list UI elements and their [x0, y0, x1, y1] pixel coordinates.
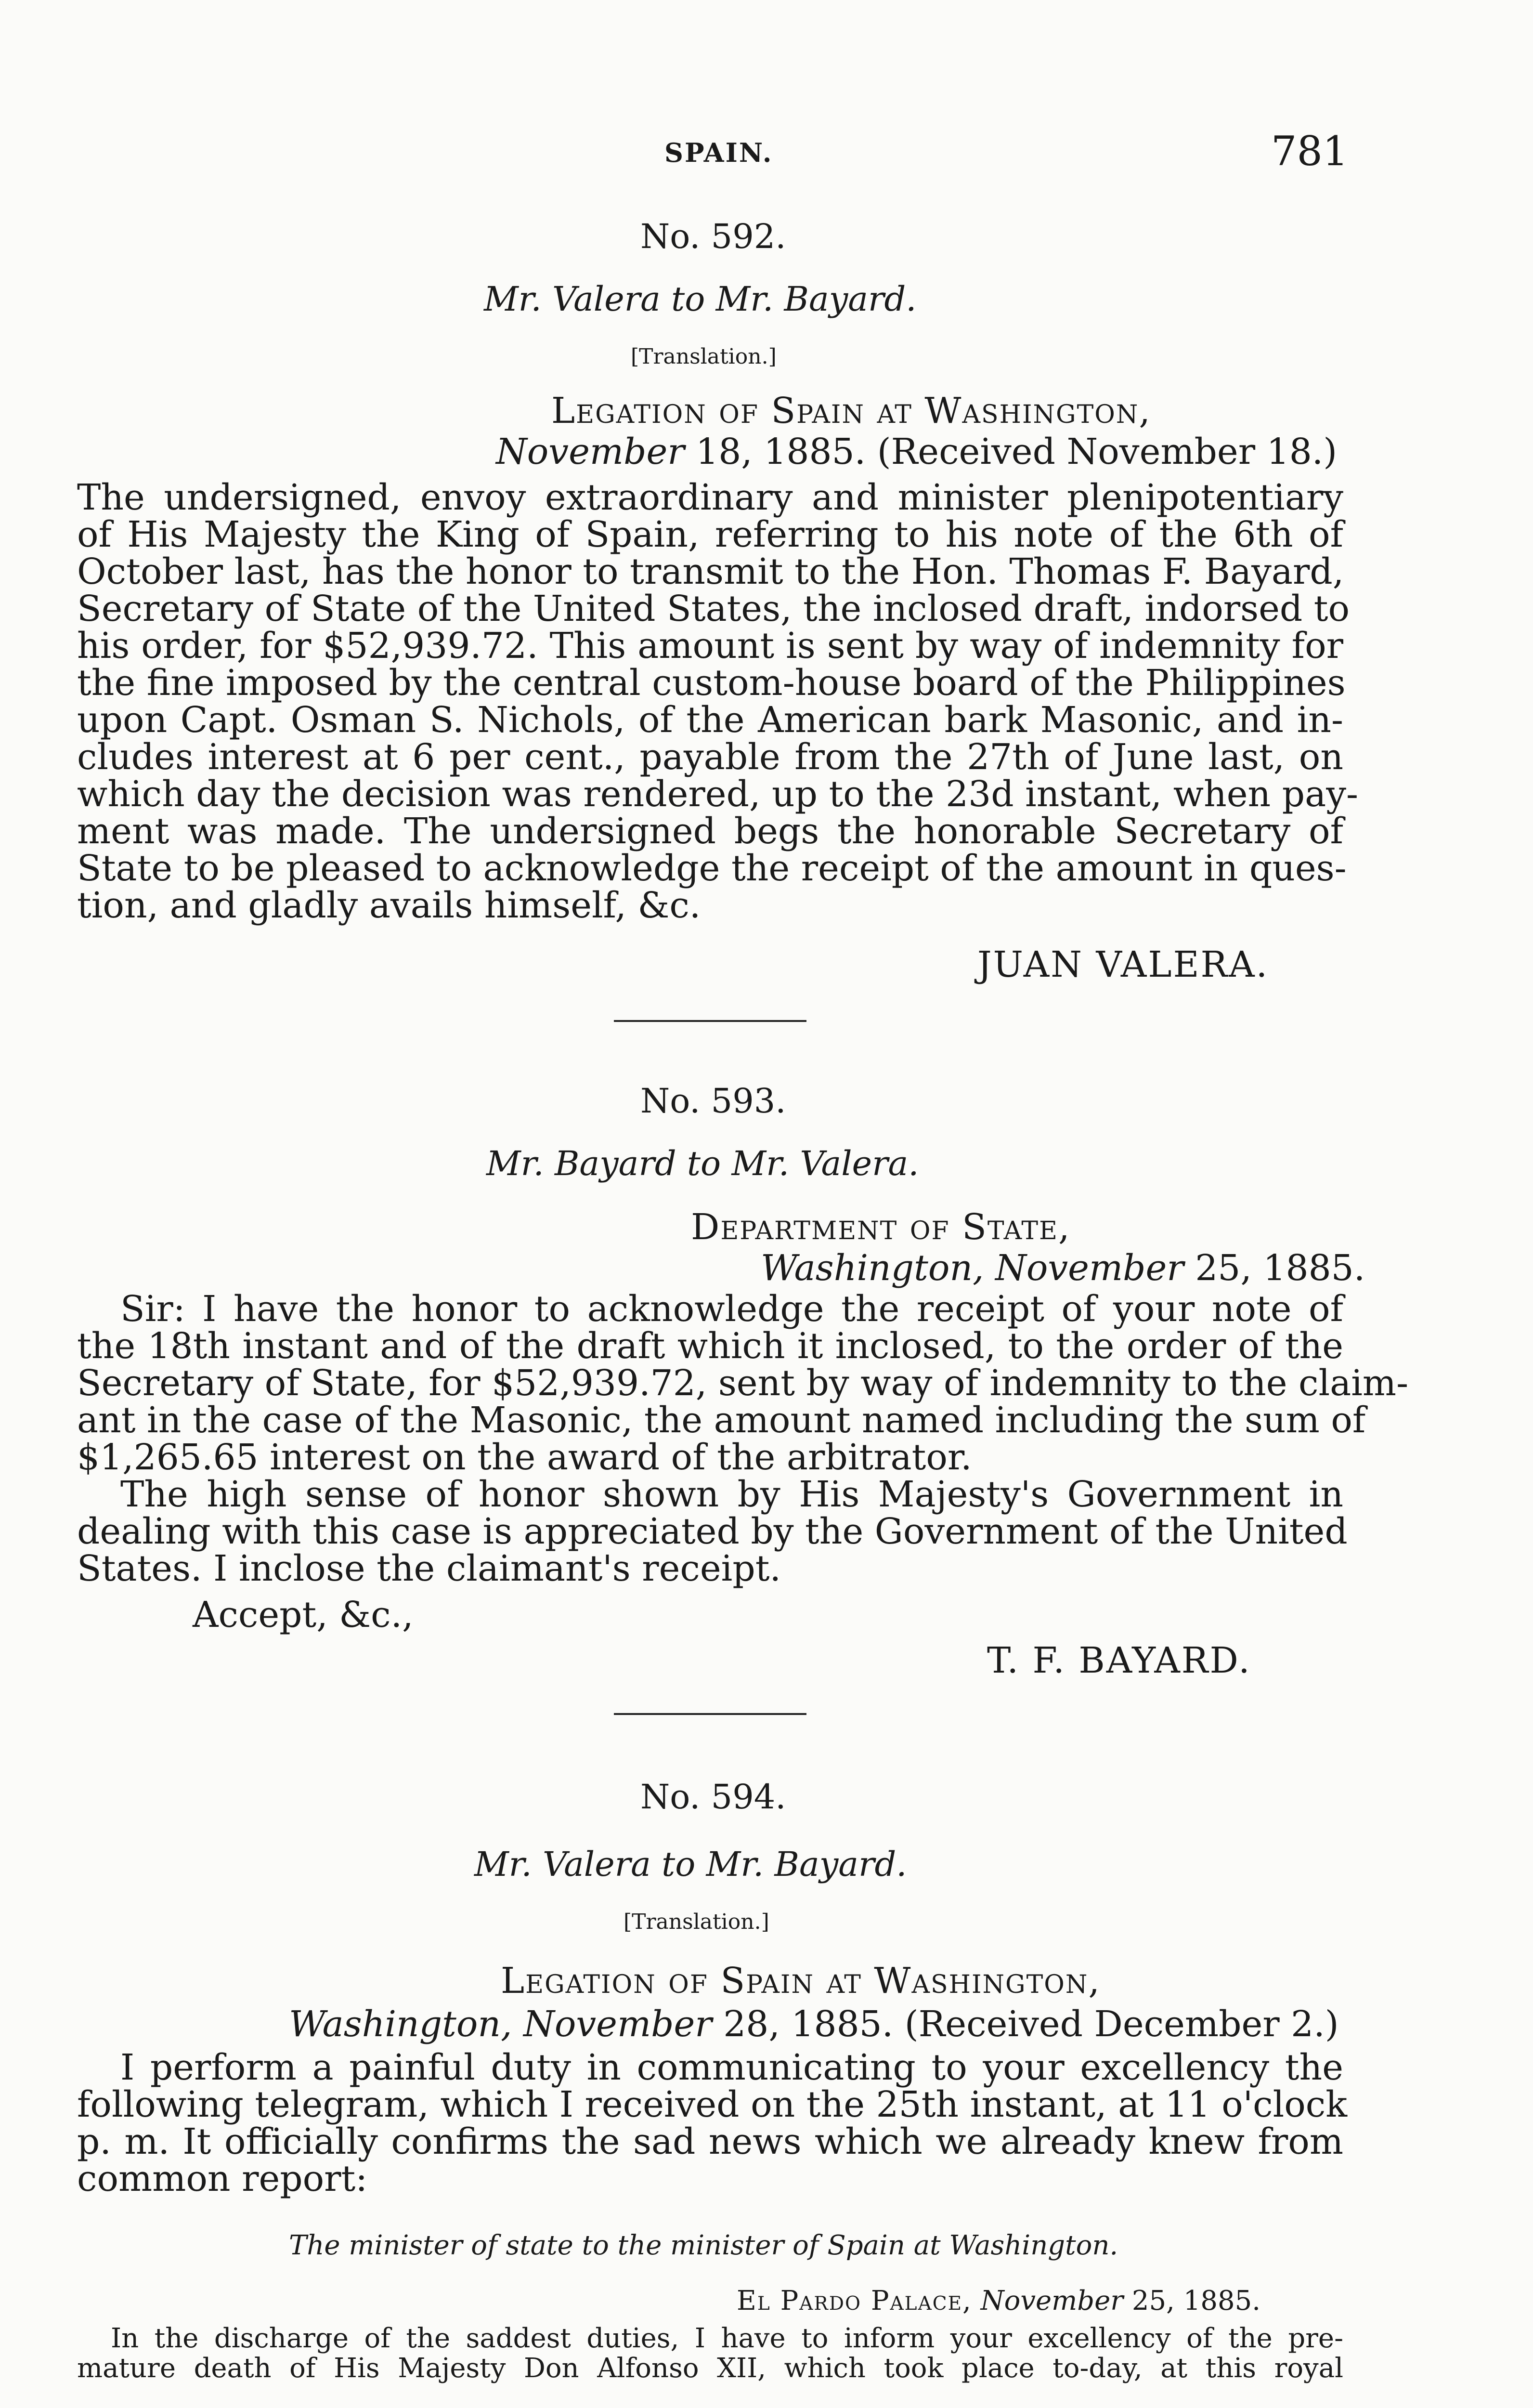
- doc-593-line: dealing with this case is appreciated by the Government of the United: [77, 1511, 1348, 1552]
- doc-594-date-city: Washington, November: [289, 2003, 712, 2045]
- doc-594-translation-note: [Translation.]: [624, 1910, 769, 1934]
- doc-592-translation-note: [Translation.]: [631, 344, 777, 369]
- doc-593-date-city: Washington, November: [761, 1247, 1184, 1289]
- doc-594-date: [289, 2003, 1339, 2045]
- doc-593-line: The high sense of honor shown by His Majesty's Government in: [120, 1474, 1343, 1515]
- doc-594-line: following telegram, which I received on the 25th instant, at 11 o'clock: [77, 2084, 1348, 2125]
- doc-592-date: [496, 431, 1337, 472]
- page-number: 781: [1271, 128, 1349, 175]
- doc-592-line: ment was made. The undersigned begs the honorable Secretary of: [77, 811, 1343, 852]
- doc-593-line: ant in the case of the Masonic, the amount named including the sum of: [77, 1400, 1366, 1441]
- section-divider: [614, 1713, 806, 1715]
- telegram-body: [77, 2324, 1343, 2383]
- doc-593-line: Sir: I have the honor to acknowledge the receipt of your note of: [120, 1288, 1343, 1330]
- doc-592-line: cludes interest at 6 per cent., payable from the 27th of June last, on: [77, 736, 1343, 778]
- doc-592-body: [77, 477, 1359, 926]
- doc-594-line: common report:: [77, 2158, 368, 2199]
- doc-592-line: of His Majesty the King of Spain, referring to his note of the 6th of: [77, 514, 1343, 555]
- telegram-line: mature death of His Majesty Don Alfonso XII, which took place to-day, at this royal: [77, 2353, 1343, 2384]
- doc-594-line: I perform a painful duty in communicating to your excellency the: [120, 2047, 1343, 2088]
- doc-593-body: [77, 1288, 1409, 1589]
- section-divider: [614, 1020, 806, 1022]
- doc-593-closing: Accept, &c.,: [193, 1594, 414, 1636]
- doc-593-date-rest: 25, 1885.: [1183, 1247, 1365, 1289]
- telegram-place: El Pardo Palace,: [737, 2285, 972, 2316]
- doc-592-line: which day the decision was rendered, up to the 23d instant, when pay-: [77, 773, 1359, 815]
- doc-592-line: The undersigned, envoy extraordinary and minister plenipotentiary: [77, 477, 1343, 518]
- telegram-line: In the discharge of the saddest duties, I have to inform your excellency of the pre-: [111, 2323, 1343, 2354]
- doc-592-line: October last, has the honor to transmit to the Hon. Thomas F. Bayard,: [77, 551, 1344, 592]
- doc-593-correspondents: Mr. Bayard to Mr. Valera.: [486, 1144, 919, 1183]
- doc-594-body: [77, 2047, 1348, 2199]
- doc-592-line: Secretary of State of the United States, the inclosed draft, indorsed to: [77, 588, 1350, 629]
- doc-593-signature: T. F. BAYARD.: [987, 1640, 1251, 1681]
- telegram-date-month: November: [980, 2285, 1124, 2316]
- doc-592-date-month: November: [496, 431, 685, 472]
- doc-592-number: No. 592.: [640, 217, 786, 256]
- doc-593-line: States. I inclose the claimant's receipt.: [77, 1548, 781, 1589]
- doc-593-number: No. 593.: [640, 1081, 786, 1121]
- running-header-title: SPAIN.: [664, 137, 773, 168]
- doc-593-line: Secretary of State, for $52,939.72, sent by way of indemnity to the claim-: [77, 1362, 1409, 1404]
- doc-592-line: the fine imposed by the central custom-house board of the Philippines: [77, 662, 1346, 704]
- doc-592-line: State to be pleased to acknowledge the receipt of the amount in ques-: [77, 848, 1347, 889]
- doc-594-place: Legation of Spain at Washington,: [501, 1960, 1101, 2002]
- doc-593-place: Department of State,: [691, 1206, 1071, 1248]
- doc-592-date-rest: 18, 1885. (Received November 18.): [684, 431, 1338, 472]
- doc-592-line: tion, and gladly avails himself, &c.: [77, 885, 701, 926]
- doc-594-correspondents: Mr. Valera to Mr. Bayard.: [474, 1845, 907, 1884]
- doc-592-signature: JUAN VALERA.: [977, 944, 1269, 985]
- doc-594-date-rest: 28, 1885. (Received December 2.): [712, 2003, 1339, 2045]
- doc-592-correspondents: Mr. Valera to Mr. Bayard.: [484, 279, 917, 319]
- doc-594-number: No. 594.: [640, 1777, 786, 1817]
- doc-592-line: upon Capt. Osman S. Nichols, of the American bark Masonic, and in-: [77, 699, 1343, 741]
- telegram-dateline: [737, 2285, 1260, 2316]
- doc-592-place: Legation of Spain at Washington,: [551, 390, 1151, 432]
- telegram-date-rest: 25, 1885.: [1123, 2285, 1261, 2316]
- doc-593-line: the 18th instant and of the draft which it inclosed, to the order of the: [77, 1325, 1343, 1367]
- doc-593-date: [761, 1247, 1365, 1289]
- doc-594-line: p. m. It officially confirms the sad news which we already knew from: [77, 2121, 1343, 2162]
- doc-592-line: his order, for $52,939.72. This amount is sent by way of indemnity for: [77, 625, 1343, 667]
- doc-593-line: $1,265.65 interest on the award of the arbitrator.: [77, 1437, 972, 1478]
- telegram-heading: The minister of state to the minister of Spain at Washington.: [289, 2230, 1118, 2261]
